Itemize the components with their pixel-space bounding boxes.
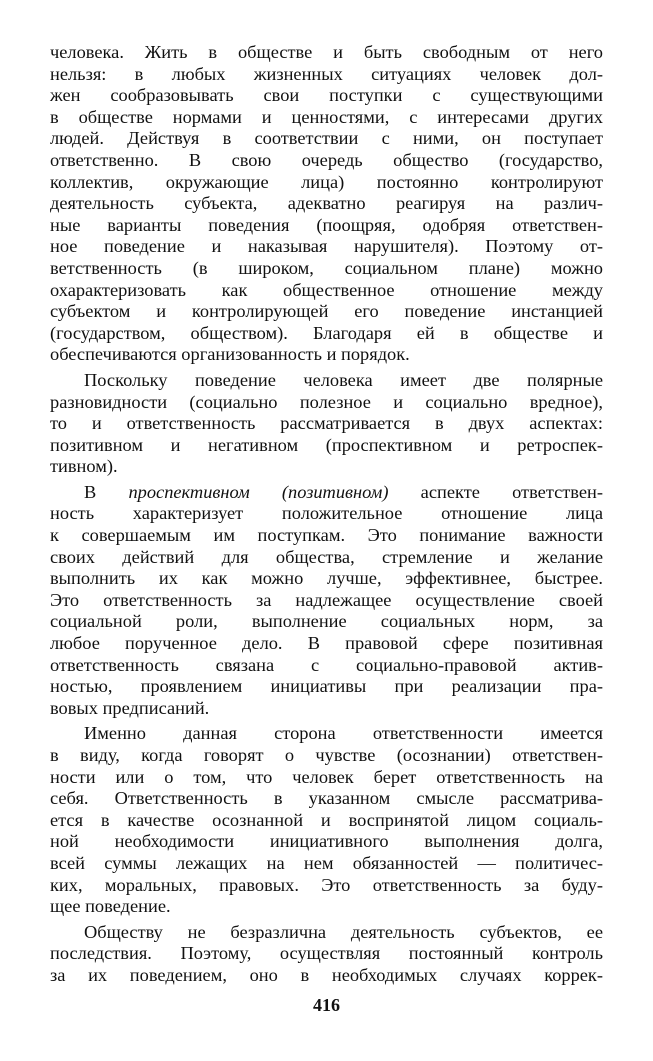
text-line: жен сообразовывать свои поступки с существующими [50, 85, 603, 106]
text-line: себя. Ответственность в указанном смысле рассматрива- [50, 788, 603, 809]
text-line: ное поведение и наказывая нарушителя). Поэтому от- [50, 236, 603, 257]
text-line: любое порученное дело. В правовой сфере позитивная [50, 633, 603, 654]
text-line: ностью, проявлением инициативы при реализации пра- [50, 676, 603, 697]
text-line: Это ответственность за надлежащее осуществление своей [50, 589, 603, 610]
text-line: (государством, обществом). Благодаря ей в обществе и [50, 322, 603, 343]
text-line: ветственность (в широком, социальном плане) можно [50, 257, 603, 278]
text-line: к совершаемым им поступкам. Это понимание важности [50, 525, 603, 546]
text-fragment: В [84, 481, 129, 502]
paragraph-4 [50, 723, 603, 917]
text-line: выполнить их как можно лучше, эффективнее, быстрее. [50, 568, 603, 589]
text-line [50, 482, 603, 504]
text-line: в виду, когда говорят о чувстве (осознании) ответствен- [50, 745, 603, 765]
text-line: своих действий для общества, стремление и желание [50, 546, 603, 567]
text-line: людей. Действуя в соответствии с ними, он поступает [50, 128, 603, 149]
text-line: за их поведением, оно в необходимых случаях коррек- [50, 964, 603, 985]
text-line: в обществе нормами и ценностями, с интересами других [50, 106, 603, 127]
italic-term: проспективном (позитивном) [128, 481, 389, 502]
text-line: тивном). [50, 456, 118, 477]
text-line: последствия. Поэтому, осуществляя постоянный контроль [50, 943, 603, 964]
text-line: деятельность субъекта, адекватно реагируя на различ- [50, 193, 603, 214]
text-line: коллектив, окружающие лица) постоянно контролируют [50, 171, 603, 192]
text-line: ности или о том, что человек берет ответственность на [50, 766, 603, 787]
text-line: ность характеризует положительное отношение лица [50, 503, 603, 524]
text-line: то и ответственность рассматривается в двух аспектах: [50, 413, 603, 434]
paragraph-1 [50, 42, 603, 366]
text-line: ется в качестве осознанной и воспринятой лицом социаль- [50, 809, 603, 830]
text-line: человека. Жить в обществе и быть свободным от него [50, 42, 603, 62]
text-line: Именно данная сторона ответственности имеется [84, 723, 603, 744]
text-line: ной необходимости инициативного выполнения долга, [50, 831, 603, 852]
text-line: вовых предписаний. [50, 697, 210, 718]
text-line: всей суммы лежащих на нем обязанностей — политичес- [50, 852, 603, 873]
paragraph-2 [50, 370, 603, 478]
text-line: Обществу не безразлична деятельность субъектов, ее [84, 921, 603, 942]
text-line: обеспечиваются организованность и порядок. [50, 344, 410, 365]
text-line: ответственность связана с социально-правовой актив- [50, 654, 603, 675]
text-line: нельзя: в любых жизненных ситуациях человек дол- [50, 63, 603, 84]
text-line: щее поведение. [50, 896, 171, 917]
text-line: социальной роли, выполнение социальных норм, за [50, 611, 603, 632]
document-page [50, 42, 603, 987]
text-line: Поскольку поведение человека имеет две полярные [84, 369, 603, 390]
text-line: субъектом и контролирующей его поведение инстанцией [50, 301, 603, 322]
text-line: разновидности (социально полезное и социально вредное), [50, 391, 603, 412]
text-line: ких, моральных, правовых. Это ответственность за буду- [50, 874, 603, 895]
page-number: 416 [313, 995, 340, 1015]
paragraph-5 [50, 922, 603, 987]
text-line: ответственно. В свою очередь общество (государство, [50, 149, 603, 170]
text-line: ные варианты поведения (поощряя, одобряя ответствен- [50, 214, 603, 235]
paragraph-3 [50, 482, 603, 720]
text-line: позитивном и негативном (проспективном и ретроспек- [50, 434, 603, 455]
text-fragment: аспекте ответствен- [388, 481, 603, 502]
text-line: охарактеризовать как общественное отношение между [50, 279, 603, 300]
